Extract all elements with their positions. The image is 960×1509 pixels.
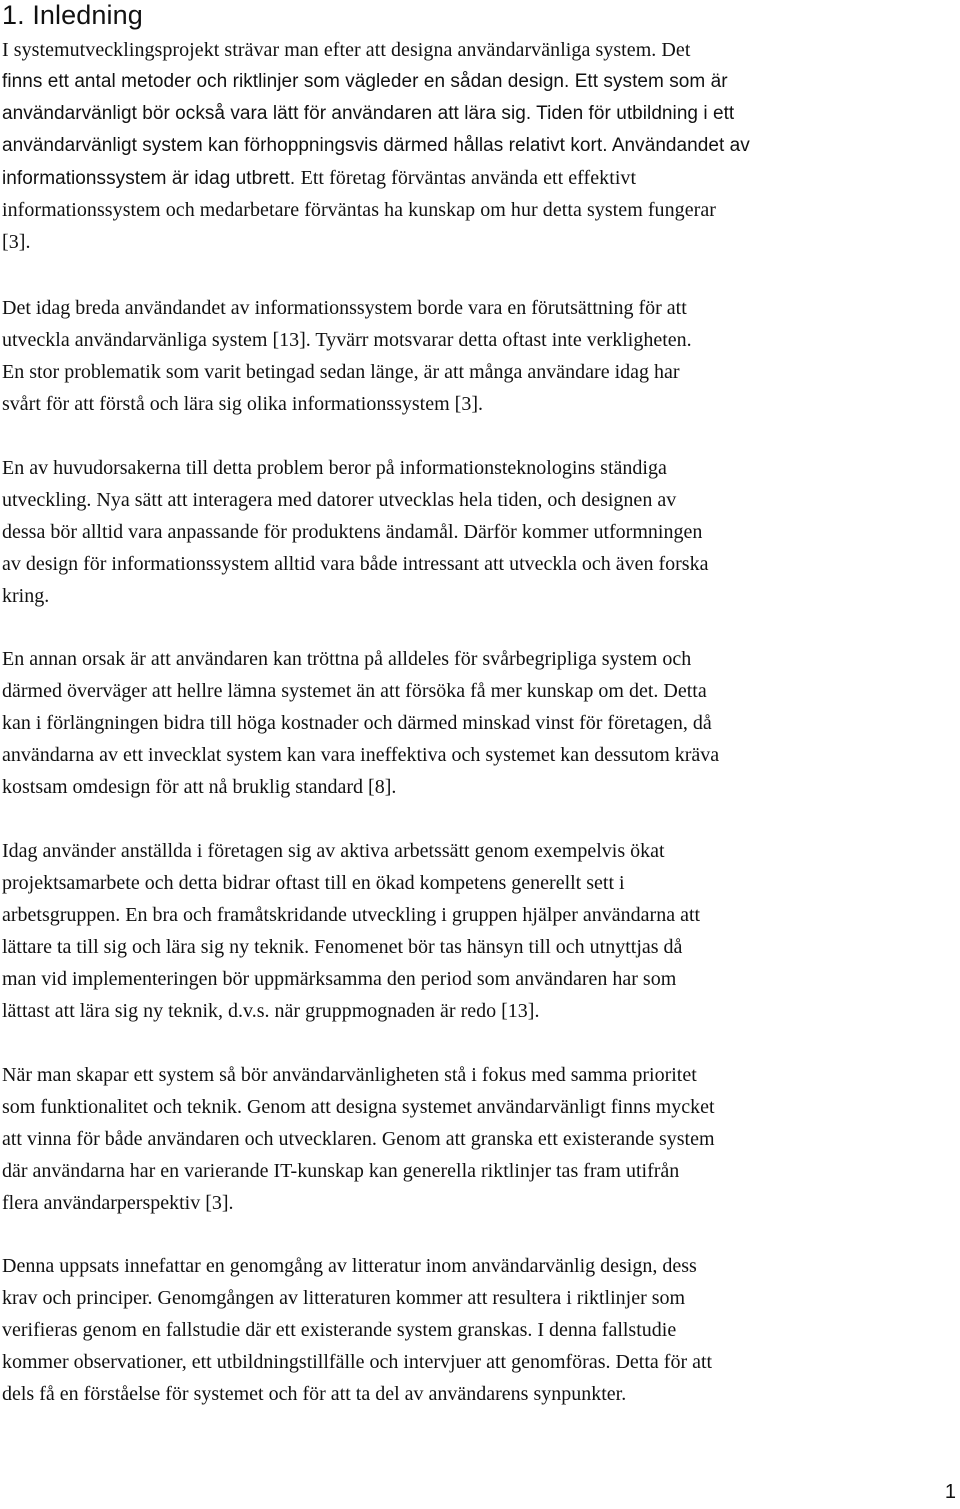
line-segment: informationssystem är idag utbrett. <box>2 168 296 189</box>
paragraph-line <box>2 162 952 194</box>
section-heading: 1. Inledning <box>2 0 143 30</box>
paragraph-line: utveckla användarvänliga system [13]. Tyvärr motsvarar detta oftast inte verkligheten. <box>2 329 692 351</box>
paragraph-1 <box>2 34 952 258</box>
paragraph-4 <box>2 643 952 803</box>
paragraph-line: kostsam omdesign för att nå bruklig standard [8]. <box>2 776 397 798</box>
paragraph-line: man vid implementeringen bör uppmärksamma den period som användaren har som <box>2 968 677 990</box>
paragraph-line: användarna av ett invecklat system kan vara ineffektiva och systemet kan dessutom kräva <box>2 744 720 766</box>
paragraph-line: lättast att lära sig ny teknik, d.v.s. när gruppmognaden är redo [13]. <box>2 1000 540 1022</box>
paragraph-line: En stor problematik som varit betingad sedan länge, är att många användare idag har <box>2 361 680 383</box>
line-segment: användarvänligt system kan förhoppningsvis därmed hållas relativt kort. <box>2 135 608 156</box>
paragraph-line: flera användarperspektiv [3]. <box>2 1192 234 1214</box>
paragraph-line: arbetsgruppen. En bra och framåtskridande utveckling i gruppen hjälper användarna att <box>2 904 701 926</box>
paragraph-5 <box>2 835 952 1027</box>
paragraph-line: En av huvudorsakerna till detta problem beror på informationsteknologins ständiga <box>2 457 667 479</box>
paragraph-line <box>2 130 952 162</box>
paragraph-line: användarvänligt bör också vara lätt för användaren att lära sig. Tiden för utbildning i ett <box>2 103 735 124</box>
paragraph-line: [3]. <box>2 231 31 253</box>
line-segment: Användandet av <box>611 135 750 156</box>
paragraph-line: därmed överväger att hellre lämna systemet än att försöka få mer kunskap om det. Detta <box>2 680 707 702</box>
paragraph-7 <box>2 1250 952 1410</box>
paragraph-line: Denna uppsats innefattar en genomgång av litteratur inom användarvänlig design, dess <box>2 1255 697 1277</box>
paragraph-line: lättare ta till sig och lära sig ny teknik. Fenomenet bör tas hänsyn till och utnyttjas då <box>2 936 683 958</box>
paragraph-line: där användarna har en varierande IT-kunskap kan generella riktlinjer tas fram utifrån <box>2 1160 680 1182</box>
line-segment: Ett företag förväntas använda ett effektivt <box>300 167 637 189</box>
paragraph-line: dessa bör alltid vara anpassande för produktens ändamål. Därför kommer utformningen <box>2 521 703 543</box>
paragraph-line: svårt för att förstå och lära sig olika informationssystem [3]. <box>2 393 483 415</box>
paragraph-line: som funktionalitet och teknik. Genom att designa systemet användarvänligt finns mycket <box>2 1096 715 1118</box>
paragraph-6 <box>2 1059 952 1219</box>
paragraph-line: Det idag breda användandet av informationssystem borde vara en förutsättning för att <box>2 297 687 319</box>
paragraph-line: krav och principer. Genomgången av litteraturen kommer att resultera i riktlinjer som <box>2 1287 686 1309</box>
paragraph-line: informationssystem och medarbetare förväntas ha kunskap om hur detta system fungerar <box>2 199 716 221</box>
paragraph-line: projektsamarbete och detta bidrar oftast till en ökad kompetens generellt sett i <box>2 872 625 894</box>
paragraph-line: När man skapar ett system så bör användarvänligheten stå i fokus med samma prioritet <box>2 1064 697 1086</box>
paragraph-line: Idag använder anställda i företagen sig av aktiva arbetssätt genom exempelvis ökat <box>2 840 665 862</box>
paragraph-line: finns ett antal metoder och riktlinjer som vägleder en sådan design. Ett system som är <box>2 71 728 92</box>
paragraph-line: utveckling. Nya sätt att interagera med datorer utvecklas hela tiden, och designen av <box>2 489 677 511</box>
paragraph-line: dels få en förståelse för systemet och för att ta del av användarens synpunkter. <box>2 1383 627 1405</box>
paragraph-line: av design för informationssystem alltid vara både intressant att utveckla och även forska <box>2 553 709 575</box>
paragraph-line: I systemutvecklingsprojekt strävar man efter att designa användarvänliga system. Det <box>2 39 691 61</box>
paragraph-line: kommer observationer, ett utbildningstillfälle och intervjuer att genomföras. Detta för att <box>2 1351 713 1373</box>
paragraph-line: verifieras genom en fallstudie där ett existerande system granskas. I denna fallstudie <box>2 1319 677 1341</box>
paragraph-3 <box>2 452 952 612</box>
paragraph-line: kan i förlängningen bidra till höga kostnader och därmed minskad vinst för företagen, då <box>2 712 712 734</box>
paragraph-2 <box>2 292 952 420</box>
page-number: 1 <box>944 1481 956 1503</box>
paragraph-line: att vinna för både användaren och utvecklaren. Genom att granska ett existerande system <box>2 1128 715 1150</box>
paragraph-line: kring. <box>2 585 50 607</box>
paragraph-line: En annan orsak är att användaren kan tröttna på alldeles för svårbegripliga system och <box>2 648 692 670</box>
